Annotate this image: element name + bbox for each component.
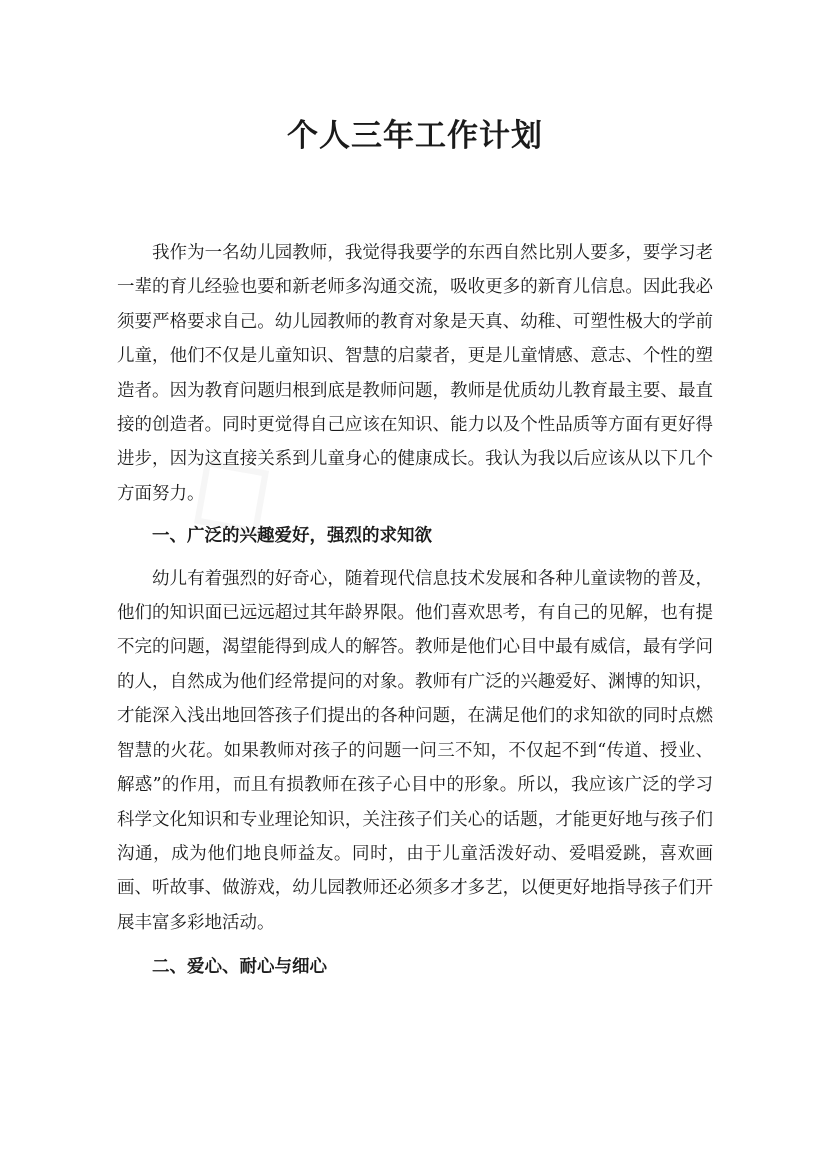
intro-paragraph: 我作为一名幼儿园教师，我觉得我要学的东西自然比别人要多，要学习老一辈的育儿经验也要和新老师多沟通交流，吸收更多的新育儿信息。因此我必须要严格要求自己。幼儿园教师的教育对象是天真、幼稚、可塑性极大的学前儿童，他们不仅是儿童知识、智慧的启蒙者，更是儿童情感、意志、个性的塑造者。因为教育问题归根到底是教师问题，教师是优质幼儿教育最主要、最直接的创造者。同时更觉得自己应该在知识、能力以及个性品质等方面有更好得进步，因为这直接关系到儿童身心的健康成长。我认为我以后应该从以下几个方面努力。 <box>117 243 713 504</box>
document-body <box>117 236 713 985</box>
section-1-heading: 一、广泛的兴趣爱好，强烈的求知欲 <box>152 526 432 547</box>
page-title: 个人三年工作计划 <box>287 118 543 154</box>
section-1-paragraph: 幼儿有着强烈的好奇心，随着现代信息技术发展和各种儿童读物的普及，他们的知识面已远远超过其年龄界限。他们喜欢思考，有自己的见解，也有提不完的问题，渴望能得到成人的解答。教师是他们心目中最有威信，最有学问的人，自然成为他们经常提问的对象。教师有广泛的兴趣爱好、渊博的知识，才能深入浅出地回答孩子们提出的各种问题，在满足他们的求知欲的同时点燃智慧的火花。如果教师对孩子的问题一问三不知，不仅起不到“传道、授业、解惑”的作用，而且有损教师在孩子心目中的形象。所以，我应该广泛的学习科学文化知识和专业理论知识，关注孩子们关心的话题，才能更好地与孩子们沟通，成为他们地良师益友。同时，由于儿童活泼好动、爱唱爱跳，喜欢画画、听故事、做游戏，幼儿园教师还必须多才多艺，以便更好地指导孩子们开展丰富多彩地活动。 <box>117 568 713 933</box>
section-2-heading: 二、爱心、耐心与细心 <box>152 957 327 978</box>
